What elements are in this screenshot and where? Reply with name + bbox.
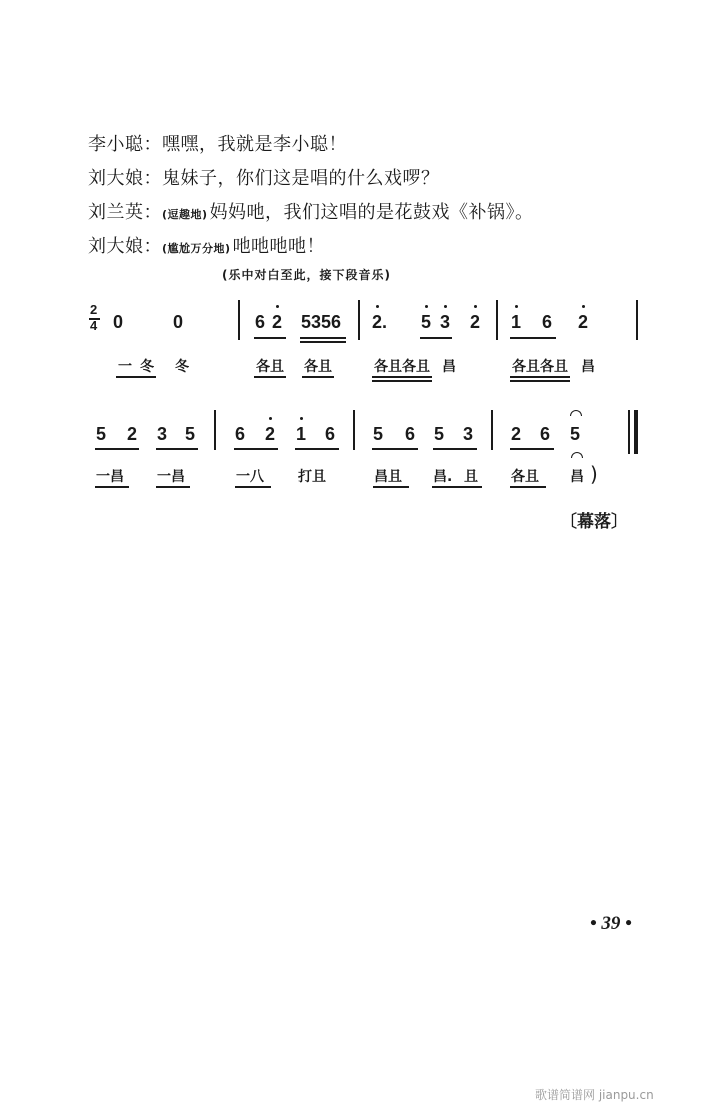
- lyric-underline: [373, 486, 409, 488]
- speaker-name: 李小聪：: [88, 134, 162, 155]
- lyric-underline: [254, 376, 286, 378]
- beat-underline: [95, 448, 139, 450]
- note: 5: [373, 424, 384, 444]
- dialogue-line-3: [88, 198, 534, 224]
- speaker-name: 刘大娘：: [88, 236, 162, 257]
- bar-line: [636, 300, 638, 340]
- dialogue-text: 嘿嘿，我就是李小聪！: [162, 134, 347, 155]
- lyric-underline: [302, 376, 334, 378]
- beat-underline: [156, 448, 198, 450]
- lyric: 昌: [442, 359, 456, 375]
- octave-dot: [376, 305, 379, 308]
- note: 2: [272, 312, 283, 332]
- lyric-underline: [372, 380, 432, 382]
- note: 5: [185, 424, 196, 444]
- final-bar-line-thin: [628, 410, 630, 454]
- note: 2: [511, 424, 522, 444]
- note: 1: [511, 312, 522, 332]
- lyric: 昌: [581, 359, 595, 375]
- lyric: 各且: [256, 359, 284, 375]
- bar-line: [491, 410, 493, 450]
- lyric: 一昌: [157, 469, 185, 485]
- note: 2: [265, 424, 276, 444]
- note: 1: [296, 424, 307, 444]
- lyric-underline: [510, 380, 570, 382]
- page-number: • 39 •: [590, 913, 632, 934]
- curtain-direction: 〔幕落〕: [560, 512, 628, 532]
- beat-underline: [254, 337, 286, 339]
- dialogue-line-1: [88, 130, 347, 156]
- dialogue-text: 妈妈吔，我们这唱的是花鼓戏《补锅》。: [209, 202, 534, 223]
- note: 6: [405, 424, 416, 444]
- lyric-underline: [235, 486, 271, 488]
- dialogue-text: 吔吔吔吔！: [232, 236, 326, 257]
- watermark: 歌谱简谱网 jianpu.cn: [535, 1088, 654, 1102]
- time-signature-bottom: 4: [90, 318, 98, 333]
- note: 5: [96, 424, 107, 444]
- lyric-underline: [116, 376, 156, 378]
- dialogue-text: 鬼妹子，你们这是唱的什么戏啰？: [162, 168, 440, 189]
- lyric: 打且: [298, 469, 326, 485]
- beat-underline: [433, 448, 477, 450]
- lyric: 昌: [570, 469, 584, 485]
- note: 5: [421, 312, 432, 332]
- octave-dot: [300, 417, 303, 420]
- stage-note: (乐中对白至此，接下段音乐): [222, 268, 391, 282]
- bar-line: [214, 410, 216, 450]
- note: 3: [463, 424, 474, 444]
- note: 6: [235, 424, 246, 444]
- octave-dot: [276, 305, 279, 308]
- lyric: 冬: [175, 359, 189, 375]
- note: 2: [127, 424, 138, 444]
- note: 5: [570, 424, 581, 444]
- lyric: 一八: [236, 469, 264, 485]
- octave-dot: [515, 305, 518, 308]
- note: 0: [173, 312, 184, 332]
- lyric: 各且: [304, 359, 332, 375]
- beat-underline: [510, 337, 556, 339]
- lyric: 昌.: [433, 469, 453, 485]
- bar-line: [353, 410, 355, 450]
- note: 6: [255, 312, 266, 332]
- note: 6: [540, 424, 551, 444]
- lyric: 冬: [140, 359, 154, 375]
- note: 5: [434, 424, 445, 444]
- bar-line: [238, 300, 240, 340]
- octave-dot: [582, 305, 585, 308]
- lyric: 各且各且: [512, 359, 568, 375]
- octave-dot: [425, 305, 428, 308]
- speaker-name: 刘大娘：: [88, 168, 162, 189]
- beat-underline: [510, 448, 554, 450]
- lyric: 昌且: [374, 469, 402, 485]
- fermata-icon: [570, 410, 582, 416]
- lyric-underline: [432, 486, 482, 488]
- lyric-underline: [156, 486, 190, 488]
- time-signature-top: 2: [90, 302, 98, 317]
- bar-line: [496, 300, 498, 340]
- beat-underline: [300, 341, 346, 343]
- lyric: 各且: [511, 469, 539, 485]
- note: 6: [325, 424, 336, 444]
- note: 2: [470, 312, 481, 332]
- lyric: 且: [464, 469, 478, 485]
- note: 5356: [301, 312, 342, 332]
- final-bar-line-thick: [634, 410, 638, 454]
- lyric: ): [590, 462, 598, 486]
- beat-underline: [234, 448, 278, 450]
- lyric-underline: [510, 376, 570, 378]
- dialogue-line-4: [88, 232, 325, 258]
- note: 0: [113, 312, 124, 332]
- lyric-underline: [510, 486, 546, 488]
- bar-line: [358, 300, 360, 340]
- dialogue-line-2: [88, 164, 440, 190]
- stage-direction: (尴尬万分地): [162, 242, 231, 255]
- note: 3: [440, 312, 451, 332]
- beat-underline: [300, 337, 346, 339]
- beat-underline: [372, 448, 418, 450]
- beat-underline: [295, 448, 339, 450]
- note: 2: [578, 312, 589, 332]
- note: 2.: [372, 312, 388, 332]
- lyric-underline: [95, 486, 129, 488]
- lyric-underline: [372, 376, 432, 378]
- note: 6: [542, 312, 553, 332]
- lyric: 一昌: [96, 469, 124, 485]
- lyric: 一: [118, 359, 132, 375]
- lyric: 各且各且: [374, 359, 430, 375]
- fermata-icon: [571, 452, 583, 458]
- stage-direction: (逗趣地): [162, 208, 208, 221]
- speaker-name: 刘兰英：: [88, 202, 162, 223]
- octave-dot: [474, 305, 477, 308]
- beat-underline: [420, 337, 452, 339]
- octave-dot: [444, 305, 447, 308]
- octave-dot: [269, 417, 272, 420]
- note: 3: [157, 424, 168, 444]
